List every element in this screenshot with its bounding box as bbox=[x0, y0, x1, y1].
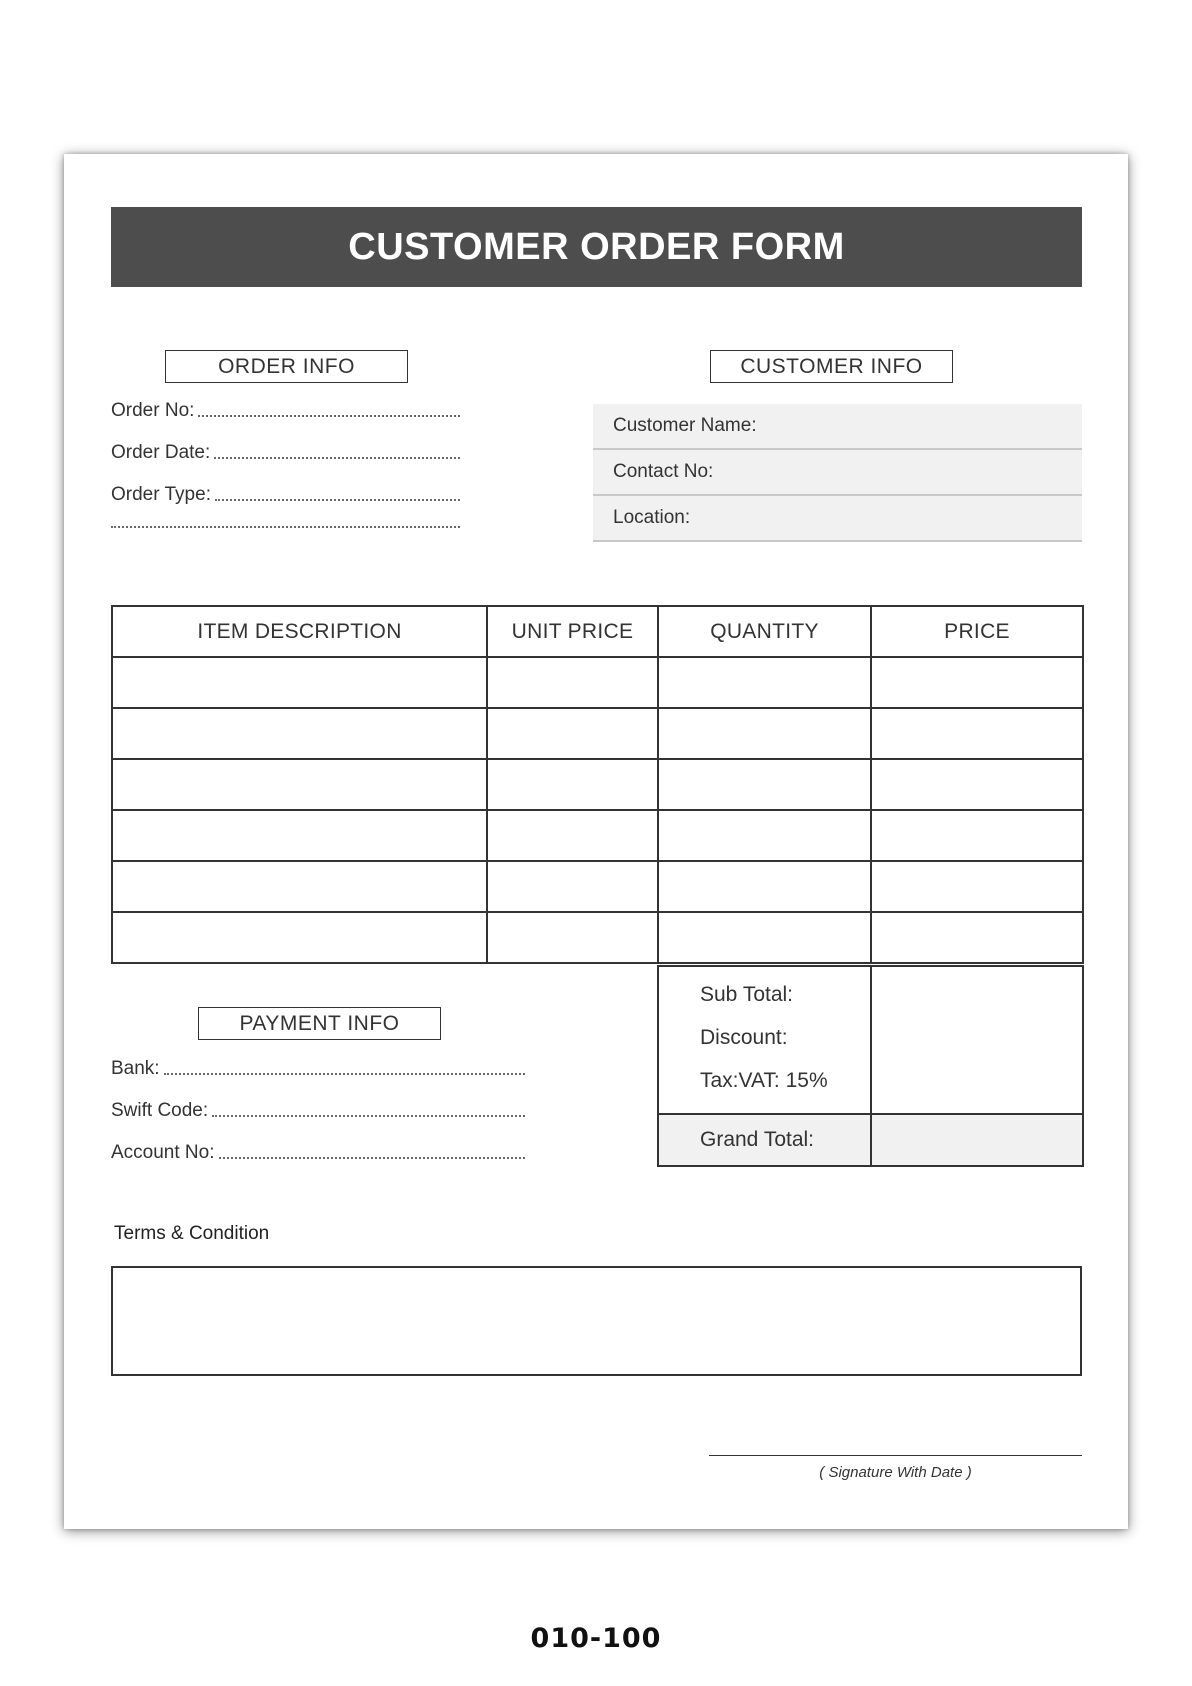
column-header: ITEM DESCRIPTION bbox=[112, 606, 487, 657]
terms-title: Terms & Condition bbox=[114, 1223, 270, 1244]
item-description-cell[interactable] bbox=[112, 657, 487, 708]
location-field[interactable] bbox=[593, 496, 1082, 542]
account-no-label: Account No: bbox=[111, 1142, 215, 1163]
sub-total-label: Sub Total: bbox=[700, 983, 794, 1006]
item-description-cell[interactable] bbox=[112, 912, 487, 963]
extra-order-field[interactable] bbox=[111, 526, 460, 533]
customer-name-field[interactable] bbox=[593, 404, 1082, 450]
unit-price-cell[interactable] bbox=[487, 912, 658, 963]
signature-caption: ( Signature With Date ) bbox=[819, 1464, 972, 1481]
customer-info-block bbox=[593, 404, 1082, 542]
order-form-sheet bbox=[64, 154, 1128, 1529]
unit-price-cell[interactable] bbox=[487, 657, 658, 708]
customer-name-label: Customer Name: bbox=[613, 415, 757, 436]
item-description-cell[interactable] bbox=[112, 861, 487, 912]
grand-total-value-cell[interactable] bbox=[871, 1114, 1083, 1166]
contact-no-label: Contact No: bbox=[613, 461, 714, 482]
price-cell[interactable] bbox=[871, 861, 1083, 912]
quantity-cell[interactable] bbox=[658, 861, 871, 912]
totals-row bbox=[658, 966, 1083, 1114]
quantity-cell[interactable] bbox=[658, 708, 871, 759]
form-title: CUSTOMER ORDER FORM bbox=[348, 225, 845, 268]
title-bar bbox=[111, 207, 1082, 287]
price-cell[interactable] bbox=[871, 657, 1083, 708]
item-description-cell[interactable] bbox=[112, 810, 487, 861]
item-description-cell[interactable] bbox=[112, 759, 487, 810]
quantity-cell[interactable] bbox=[658, 912, 871, 963]
totals-labels-cell bbox=[658, 966, 871, 1114]
items-table bbox=[111, 605, 1084, 964]
price-cell[interactable] bbox=[871, 708, 1083, 759]
quantity-cell[interactable] bbox=[658, 657, 871, 708]
quantity-cell[interactable] bbox=[658, 759, 871, 810]
grand-total-label: Grand Total: bbox=[658, 1114, 871, 1166]
bank-field[interactable] bbox=[111, 1058, 525, 1080]
price-cell[interactable] bbox=[871, 759, 1083, 810]
product-code: 010-100 bbox=[530, 1623, 662, 1654]
location-label: Location: bbox=[613, 507, 691, 528]
order-no-line[interactable] bbox=[198, 415, 460, 417]
tax-label: Tax:VAT: 15% bbox=[700, 1069, 828, 1092]
swift-code-field[interactable] bbox=[111, 1100, 525, 1122]
discount-label: Discount: bbox=[700, 1026, 788, 1049]
table-row bbox=[112, 861, 1083, 912]
table-row bbox=[112, 759, 1083, 810]
totals-table bbox=[657, 965, 1084, 1167]
order-no-label: Order No: bbox=[111, 400, 195, 421]
payment-info-heading: PAYMENT INFO bbox=[198, 1007, 441, 1040]
order-type-line[interactable] bbox=[215, 499, 460, 501]
table-row bbox=[112, 708, 1083, 759]
unit-price-cell[interactable] bbox=[487, 810, 658, 861]
price-cell[interactable] bbox=[871, 810, 1083, 861]
quantity-cell[interactable] bbox=[658, 810, 871, 861]
extra-order-line[interactable] bbox=[111, 526, 460, 528]
terms-box[interactable] bbox=[111, 1266, 1082, 1376]
table-row bbox=[112, 657, 1083, 708]
contact-no-field[interactable] bbox=[593, 450, 1082, 496]
grand-total-row bbox=[658, 1114, 1083, 1166]
item-description-cell[interactable] bbox=[112, 708, 487, 759]
unit-price-cell[interactable] bbox=[487, 861, 658, 912]
swift-code-line[interactable] bbox=[212, 1115, 525, 1117]
order-no-field[interactable] bbox=[111, 400, 460, 422]
items-header-row bbox=[112, 606, 1083, 657]
swift-code-label: Swift Code: bbox=[111, 1100, 209, 1121]
account-no-field[interactable] bbox=[111, 1142, 525, 1164]
column-header: UNIT PRICE bbox=[487, 606, 658, 657]
order-date-line[interactable] bbox=[214, 457, 460, 459]
customer-info-heading: CUSTOMER INFO bbox=[710, 350, 953, 383]
table-row bbox=[112, 810, 1083, 861]
signature-line[interactable] bbox=[709, 1455, 1082, 1456]
table-row bbox=[112, 912, 1083, 963]
order-date-field[interactable] bbox=[111, 442, 460, 464]
column-header: PRICE bbox=[871, 606, 1083, 657]
column-header: QUANTITY bbox=[658, 606, 871, 657]
account-no-line[interactable] bbox=[219, 1157, 526, 1159]
totals-values-cell[interactable] bbox=[871, 966, 1083, 1114]
order-type-field[interactable] bbox=[111, 484, 460, 506]
unit-price-cell[interactable] bbox=[487, 759, 658, 810]
bank-line[interactable] bbox=[164, 1073, 525, 1075]
order-date-label: Order Date: bbox=[111, 442, 211, 463]
order-type-label: Order Type: bbox=[111, 484, 211, 505]
order-info-heading: ORDER INFO bbox=[165, 350, 408, 383]
bank-label: Bank: bbox=[111, 1058, 160, 1079]
unit-price-cell[interactable] bbox=[487, 708, 658, 759]
price-cell[interactable] bbox=[871, 912, 1083, 963]
